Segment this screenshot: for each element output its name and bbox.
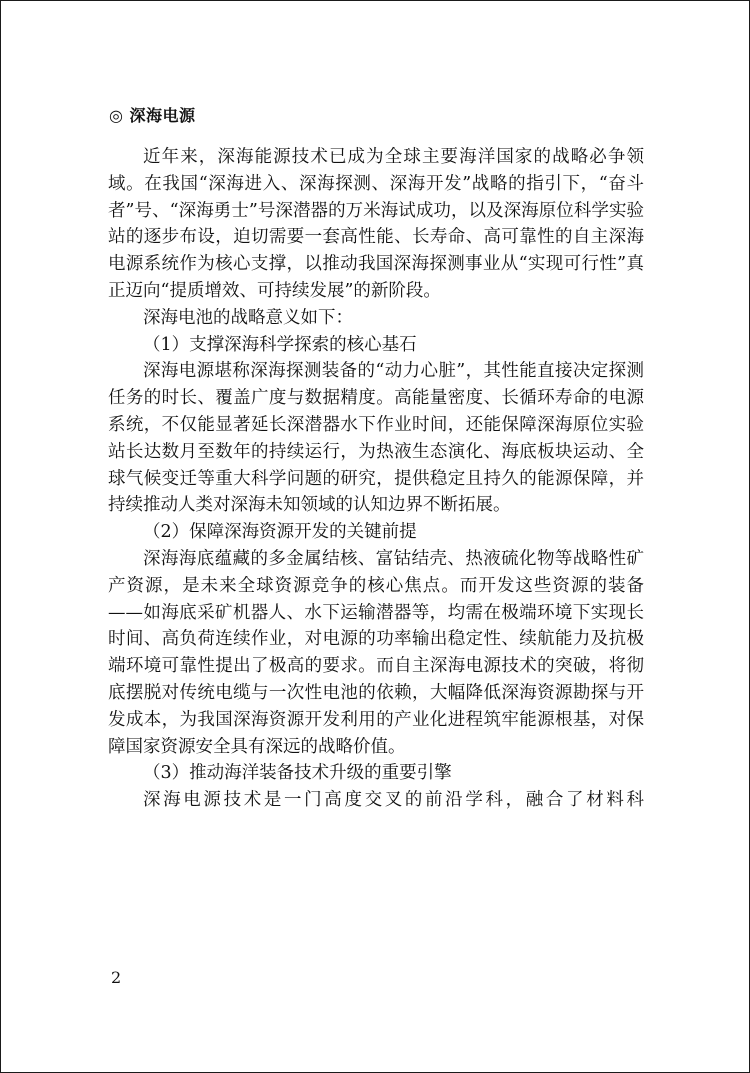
item-heading-1: （1）支撑深海科学探索的核心基石 [143, 334, 417, 355]
page-number: 2 [111, 968, 122, 987]
body-text [108, 144, 644, 814]
item-heading-2: （2）保障深海资源开发的关键前提 [143, 522, 417, 543]
intro-paragraph: 近年来，深海能源技术已成为全球主要海洋国家的战略必争领域。在我国“深海进入、深海探测、深海开发”战略的指引下，“奋斗者”号、“深海勇士”号深潜器的万米海试成功，以及深海原位科学实验站的逐步布设，迫切需要一套高性能、长寿命、高可靠性的自主深海电源系统作为核心支撑，以推动我国深海探测事业从“实现可行性”真正迈向“提质增效、可持续发展”的新阶段。 [108, 147, 644, 301]
item-paragraph-1: 深海电源堪称深海探测装备的“动力心脏”，其性能直接决定探测任务的时长、覆盖广度与数据精度。高能量密度、长循环寿命的电源系统，不仅能显著延长深潜器水下作业时间，还能保障深海原位实验站长达数月至数年的持续运行，为热液生态演化、海底板块运动、全球气候变迁等重大科学问题的研究，提供稳定且持久的能源保障，并持续推动人类对深海未知领域的认知边界不断拓展。 [108, 361, 644, 516]
item-paragraph-3: 深海电源技术是一门高度交叉的前沿学科，融合了材料科 [143, 790, 644, 811]
circle-marker-icon: ◎ [109, 106, 124, 125]
significance-lead: 深海电池的战略意义如下： [143, 307, 353, 328]
section-heading [109, 103, 196, 126]
item-heading-3: （3）推动海洋装备技术升级的重要引擎 [143, 763, 452, 784]
section-title: 深海电源 [129, 106, 196, 125]
item-paragraph-2: 深海海底蕴藏的多金属结核、富钴结壳、热液硫化物等战略性矿产资源，是未来全球资源竞争的核心焦点。而开发这些资源的装备——如海底采矿机器人、水下运输潜器等，均需在极端环境下实现长时间、高负荷连续作业，对电源的功率输出稳定性、续航能力及抗极端环境可靠性提出了极高的要求。而自主深海电源技术的突破，将彻底摆脱对传统电缆与一次性电池的依赖，大幅降低深海资源勘探与开发成本，为我国深海资源开发利用的产业化进程筑牢能源根基，对保障国家资源安全具有深远的战略价值。 [108, 548, 644, 757]
